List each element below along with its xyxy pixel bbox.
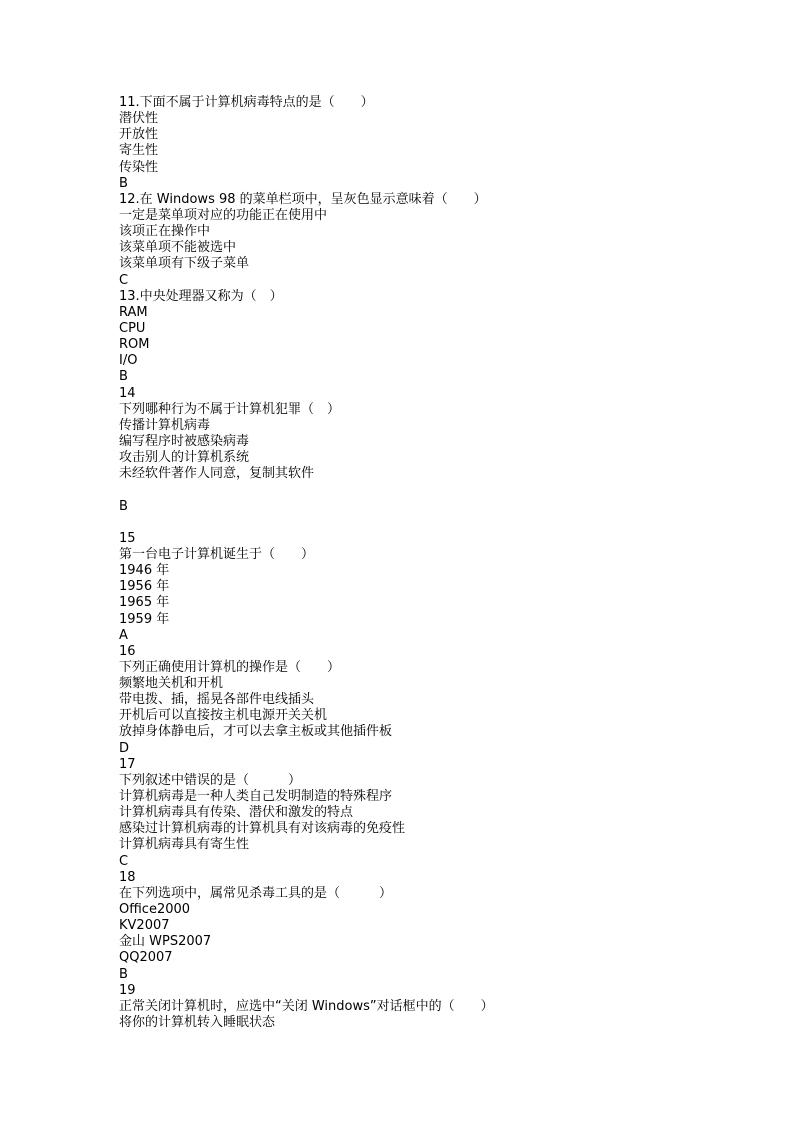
answer-key: C (119, 272, 129, 288)
answer-option: 1965 年 (119, 595, 170, 611)
blank-line (119, 515, 739, 531)
answer-option: KV2007 (119, 918, 170, 934)
answer-option: 传染性 (119, 159, 159, 175)
document-body (119, 95, 739, 1031)
answer-option: 金山 WPS2007 (119, 934, 212, 950)
answer-option: 1959 年 (119, 611, 170, 627)
answer-option: 感染过计算机病毒的计算机具有对该病毒的免疫性 (119, 821, 406, 837)
question-stem: 12.在 Windows 98 的菜单栏项中，呈灰色显示意味着（ ） (119, 191, 487, 207)
answer-key: C (119, 853, 129, 869)
answer-option: 计算机病毒是一种人类自己发明制造的特殊程序 (119, 789, 393, 805)
answer-option: 寄生性 (119, 143, 159, 159)
answer-option: RAM (119, 304, 148, 320)
question-number: 15 (119, 530, 136, 546)
answer-option: 开放性 (119, 127, 159, 143)
answer-option: 该项正在操作中 (119, 224, 211, 240)
answer-option: Office2000 (119, 902, 191, 918)
question-stem: 正常关闭计算机时，应选中“关闭 Windows”对话框中的（ ） (119, 998, 494, 1014)
answer-option: 一定是菜单项对应的功能正在使用中 (119, 207, 328, 223)
answer-option: I/O (119, 353, 138, 369)
answer-option: 计算机病毒具有寄生性 (119, 837, 250, 853)
answer-option: QQ2007 (119, 950, 173, 966)
answer-option: 开机后可以直接按主机电源开关关机 (119, 708, 328, 724)
question-number: 17 (119, 756, 136, 772)
question-stem: 下列正确使用计算机的操作是（ ） (119, 659, 341, 675)
answer-option: CPU (119, 320, 146, 336)
answer-option: 潜伏性 (119, 111, 159, 127)
answer-option: 频繁地关机和开机 (119, 676, 224, 692)
answer-key: B (119, 369, 128, 385)
answer-option: 编写程序时被感染病毒 (119, 433, 250, 449)
answer-option: 未经软件著作人同意，复制其软件 (119, 466, 315, 482)
answer-option: 攻击别人的计算机系统 (119, 450, 250, 466)
answer-option: 1956 年 (119, 579, 170, 595)
question-stem: 在下列选项中，属常见杀毒工具的是（ ） (119, 885, 393, 901)
answer-key: B (119, 175, 128, 191)
question-number: 19 (119, 982, 136, 998)
answer-key: B (119, 966, 128, 982)
answer-option: 将你的计算机转入睡眠状态 (119, 1015, 276, 1031)
question-stem: 13.中央处理器又称为（ ） (119, 288, 283, 304)
answer-option: ROM (119, 337, 150, 353)
question-number: 14 (119, 385, 136, 401)
answer-option: 计算机病毒具有传染、潜伏和激发的特点 (119, 805, 354, 821)
question-number: 16 (119, 643, 136, 659)
answer-key: D (119, 740, 130, 756)
answer-option: 带电拨、插，摇晃各部件电线插头 (119, 692, 315, 708)
answer-option: 该菜单项不能被选中 (119, 240, 237, 256)
answer-option: 放掉身体静电后，才可以去拿主板或其他插件板 (119, 724, 393, 740)
answer-option: 该菜单项有下级子菜单 (119, 256, 250, 272)
question-stem: 第一台电子计算机诞生于（ ） (119, 546, 315, 562)
answer-option: 传播计算机病毒 (119, 417, 211, 433)
question-stem: 11.下面不属于计算机病毒特点的是（ ） (119, 95, 374, 110)
answer-option: 1946 年 (119, 563, 170, 579)
blank-line (119, 482, 739, 498)
question-stem: 下列叙述中错误的是（ ） (119, 772, 302, 788)
question-number: 18 (119, 869, 136, 885)
answer-key: A (119, 627, 128, 643)
question-stem: 下列哪种行为不属于计算机犯罪（ ） (119, 401, 341, 417)
answer-key: B (119, 498, 128, 514)
